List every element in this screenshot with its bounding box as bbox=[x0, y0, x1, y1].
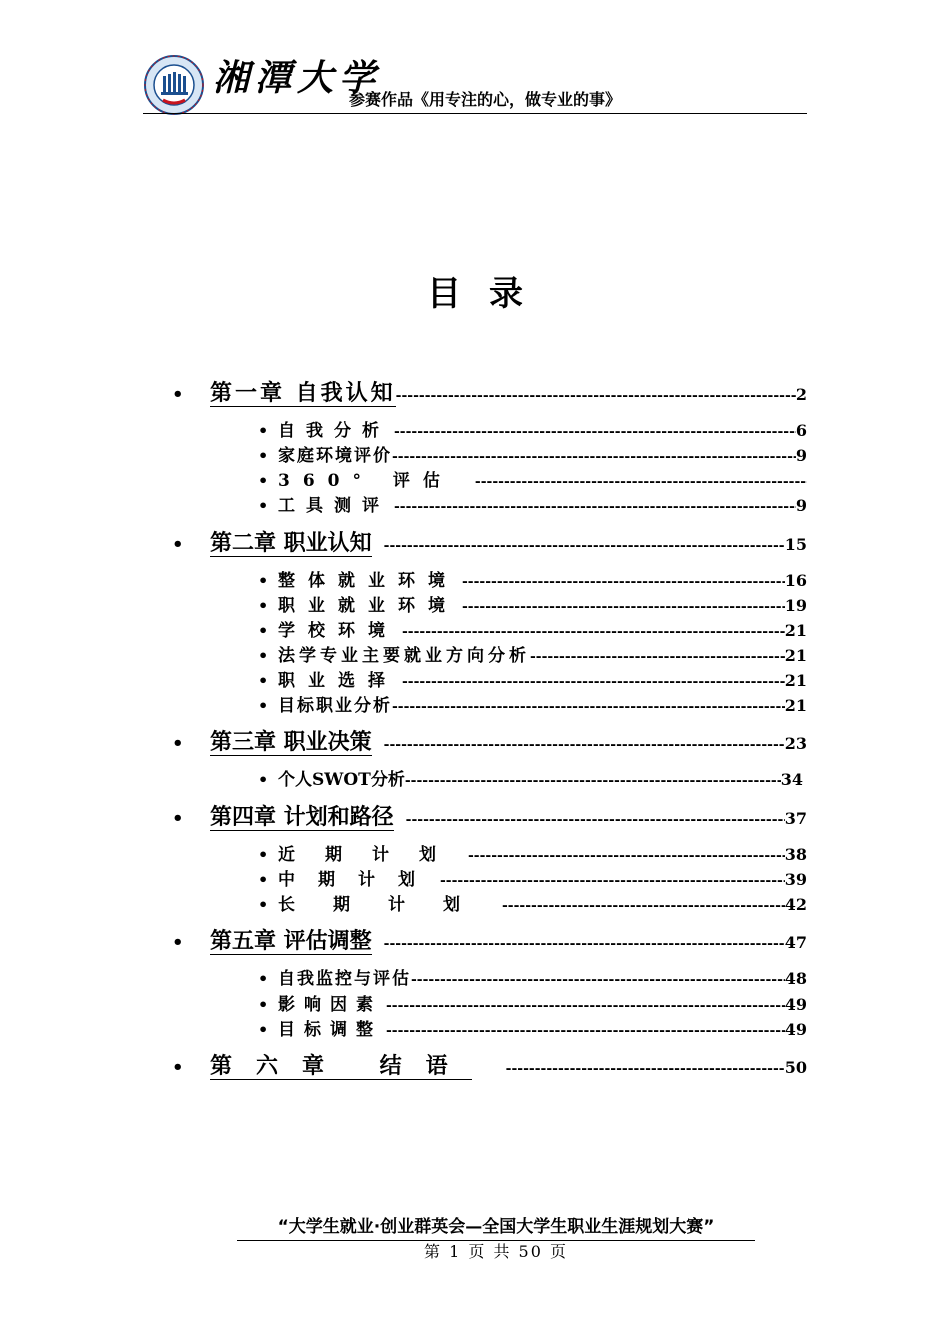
toc-chapter-label: 第一章 自我认知 bbox=[210, 380, 396, 406]
bullet-icon: • bbox=[258, 770, 269, 789]
toc-section-label: 个人SWOT分析 bbox=[278, 770, 405, 790]
toc-page-number: 9 bbox=[795, 446, 807, 465]
dot-leader bbox=[384, 730, 785, 760]
toc-chapter-4[interactable] bbox=[172, 804, 807, 835]
dot-leader bbox=[396, 381, 796, 411]
bullet-icon: • bbox=[172, 534, 184, 555]
toc-section-label: 学校环境 bbox=[278, 621, 398, 641]
toc-chapter-label: 第四章 计划和路径 bbox=[210, 804, 394, 830]
dot-leader bbox=[402, 671, 785, 693]
toc-chapter-3[interactable] bbox=[172, 729, 807, 760]
dot-leader bbox=[402, 621, 785, 643]
bullet-icon: • bbox=[258, 895, 269, 914]
toc-section[interactable] bbox=[258, 769, 803, 792]
toc-section-label: 近期计划 bbox=[278, 845, 466, 865]
toc-section[interactable] bbox=[258, 420, 807, 443]
bullet-icon: • bbox=[258, 870, 269, 889]
toc-page-number: 38 bbox=[784, 845, 807, 864]
toc-page-number: 21 bbox=[784, 621, 807, 640]
toc-page-number: 48 bbox=[784, 969, 807, 988]
bullet-icon: • bbox=[172, 1057, 184, 1078]
dot-leader bbox=[468, 845, 785, 867]
dot-leader bbox=[462, 596, 785, 618]
toc-chapter-6[interactable] bbox=[172, 1053, 807, 1084]
toc-section[interactable] bbox=[258, 869, 807, 892]
toc-section-label: 自我分析 bbox=[278, 421, 390, 441]
toc-chapter-1[interactable] bbox=[172, 380, 807, 411]
toc-section[interactable] bbox=[258, 695, 807, 718]
toc-section-label: 工具测评 bbox=[278, 496, 390, 516]
dot-leader bbox=[475, 471, 807, 493]
bullet-icon: • bbox=[258, 446, 269, 465]
dot-leader bbox=[406, 805, 785, 835]
toc-section-label: 目标职业分析 bbox=[278, 696, 392, 716]
toc-section[interactable] bbox=[258, 645, 807, 668]
toc-page-number: 2 bbox=[795, 385, 807, 404]
dot-leader bbox=[392, 446, 796, 468]
toc-page-number: 16 bbox=[784, 571, 807, 590]
bullet-icon: • bbox=[172, 384, 184, 405]
toc-section[interactable] bbox=[258, 470, 807, 493]
toc-section-label: 长期计划 bbox=[278, 895, 498, 915]
dot-leader bbox=[506, 1054, 785, 1084]
toc-section[interactable] bbox=[258, 570, 807, 593]
bullet-icon: • bbox=[258, 845, 269, 864]
dot-leader bbox=[394, 496, 796, 518]
toc-title: 目录 bbox=[427, 274, 551, 314]
toc-page-number: 47 bbox=[784, 933, 807, 952]
bullet-icon: • bbox=[258, 969, 269, 988]
university-name: 湘潭大学 bbox=[213, 57, 382, 99]
header-tagline: 参赛作品《用专注的心，做专业的事》 bbox=[349, 90, 622, 109]
toc-page-number: 15 bbox=[784, 535, 807, 554]
university-seal-icon bbox=[143, 54, 205, 116]
toc-section[interactable] bbox=[258, 670, 807, 693]
toc-chapter-2[interactable] bbox=[172, 530, 807, 561]
dot-leader bbox=[384, 531, 785, 561]
toc-chapter-5[interactable] bbox=[172, 928, 807, 959]
page-footer bbox=[237, 1216, 755, 1262]
bullet-icon: • bbox=[172, 808, 184, 829]
toc-page-number: 9 bbox=[795, 496, 807, 515]
toc-chapter-label: 第五章 评估调整 bbox=[210, 928, 372, 954]
toc-section-label: 自我监控与评估 bbox=[278, 969, 411, 989]
dot-leader bbox=[405, 770, 781, 792]
toc-section[interactable] bbox=[258, 1019, 807, 1042]
bullet-icon: • bbox=[258, 646, 269, 665]
dot-leader bbox=[530, 646, 785, 668]
bullet-icon: • bbox=[258, 1020, 269, 1039]
toc-section[interactable] bbox=[258, 894, 807, 917]
dot-leader bbox=[440, 870, 785, 892]
toc-section[interactable] bbox=[258, 445, 807, 468]
toc-chapter-label: 第六章 结语 bbox=[210, 1053, 472, 1079]
bullet-icon: • bbox=[258, 471, 269, 490]
toc-page-number: 39 bbox=[784, 870, 807, 889]
bullet-icon: • bbox=[258, 496, 269, 515]
toc-section[interactable] bbox=[258, 844, 807, 867]
bullet-icon: • bbox=[172, 733, 184, 754]
page-header bbox=[143, 52, 807, 114]
toc-page-number: 6 bbox=[795, 421, 807, 440]
toc-section-label: 家庭环境评价 bbox=[278, 446, 392, 466]
header-rule bbox=[143, 113, 807, 114]
dot-leader bbox=[462, 571, 785, 593]
bullet-icon: • bbox=[258, 696, 269, 715]
dot-leader bbox=[384, 929, 785, 959]
toc-page-number: 19 bbox=[784, 596, 807, 615]
toc-section-label: 法学专业主要就业方向分析 bbox=[278, 646, 530, 666]
toc-section-label: 中期计划 bbox=[278, 870, 438, 890]
bullet-icon: • bbox=[258, 621, 269, 640]
toc-section-label: 职业就业环境 bbox=[278, 596, 458, 616]
toc-page-number: 50 bbox=[784, 1058, 807, 1077]
toc-page-number: 23 bbox=[784, 734, 807, 753]
dot-leader bbox=[392, 696, 785, 718]
toc-section[interactable] bbox=[258, 495, 807, 518]
toc-section-label: 影响因素 bbox=[278, 995, 382, 1015]
dot-leader bbox=[394, 421, 796, 443]
bullet-icon: • bbox=[258, 571, 269, 590]
toc-section-label: 职业选择 bbox=[278, 671, 398, 691]
toc-page-number: 37 bbox=[784, 809, 807, 828]
toc-page-number: 21 bbox=[784, 696, 807, 715]
dot-leader bbox=[502, 895, 785, 917]
toc-section[interactable] bbox=[258, 595, 807, 618]
dot-leader bbox=[386, 1020, 785, 1042]
bullet-icon: • bbox=[258, 596, 269, 615]
toc-section[interactable] bbox=[258, 994, 807, 1017]
toc-page-number: 34 bbox=[780, 770, 803, 789]
toc-page-number: 49 bbox=[784, 1020, 807, 1039]
toc-page-number: 21 bbox=[784, 671, 807, 690]
contest-name: “大学生就业·创业群英会—全国大学生职业生涯规划大赛” bbox=[237, 1216, 755, 1241]
toc-page-number: 49 bbox=[784, 995, 807, 1014]
toc-section-label: 360° 评估 bbox=[278, 471, 453, 491]
toc-chapter-label: 第三章 职业决策 bbox=[210, 729, 372, 755]
toc-page-number: 42 bbox=[784, 895, 807, 914]
bullet-icon: • bbox=[258, 671, 269, 690]
bullet-icon: • bbox=[172, 932, 184, 953]
dot-leader bbox=[386, 995, 785, 1017]
toc-section[interactable] bbox=[258, 620, 807, 643]
dot-leader bbox=[411, 969, 785, 991]
toc-section-label: 目标调整 bbox=[278, 1020, 382, 1040]
toc-section-label: 整体就业环境 bbox=[278, 571, 458, 591]
page-number-info: 第 1 页 共 50 页 bbox=[424, 1242, 568, 1261]
bullet-icon: • bbox=[258, 421, 269, 440]
toc-page-number: 21 bbox=[784, 646, 807, 665]
bullet-icon: • bbox=[258, 995, 269, 1014]
toc-section[interactable] bbox=[258, 968, 807, 991]
toc-chapter-label: 第二章 职业认知 bbox=[210, 530, 372, 556]
